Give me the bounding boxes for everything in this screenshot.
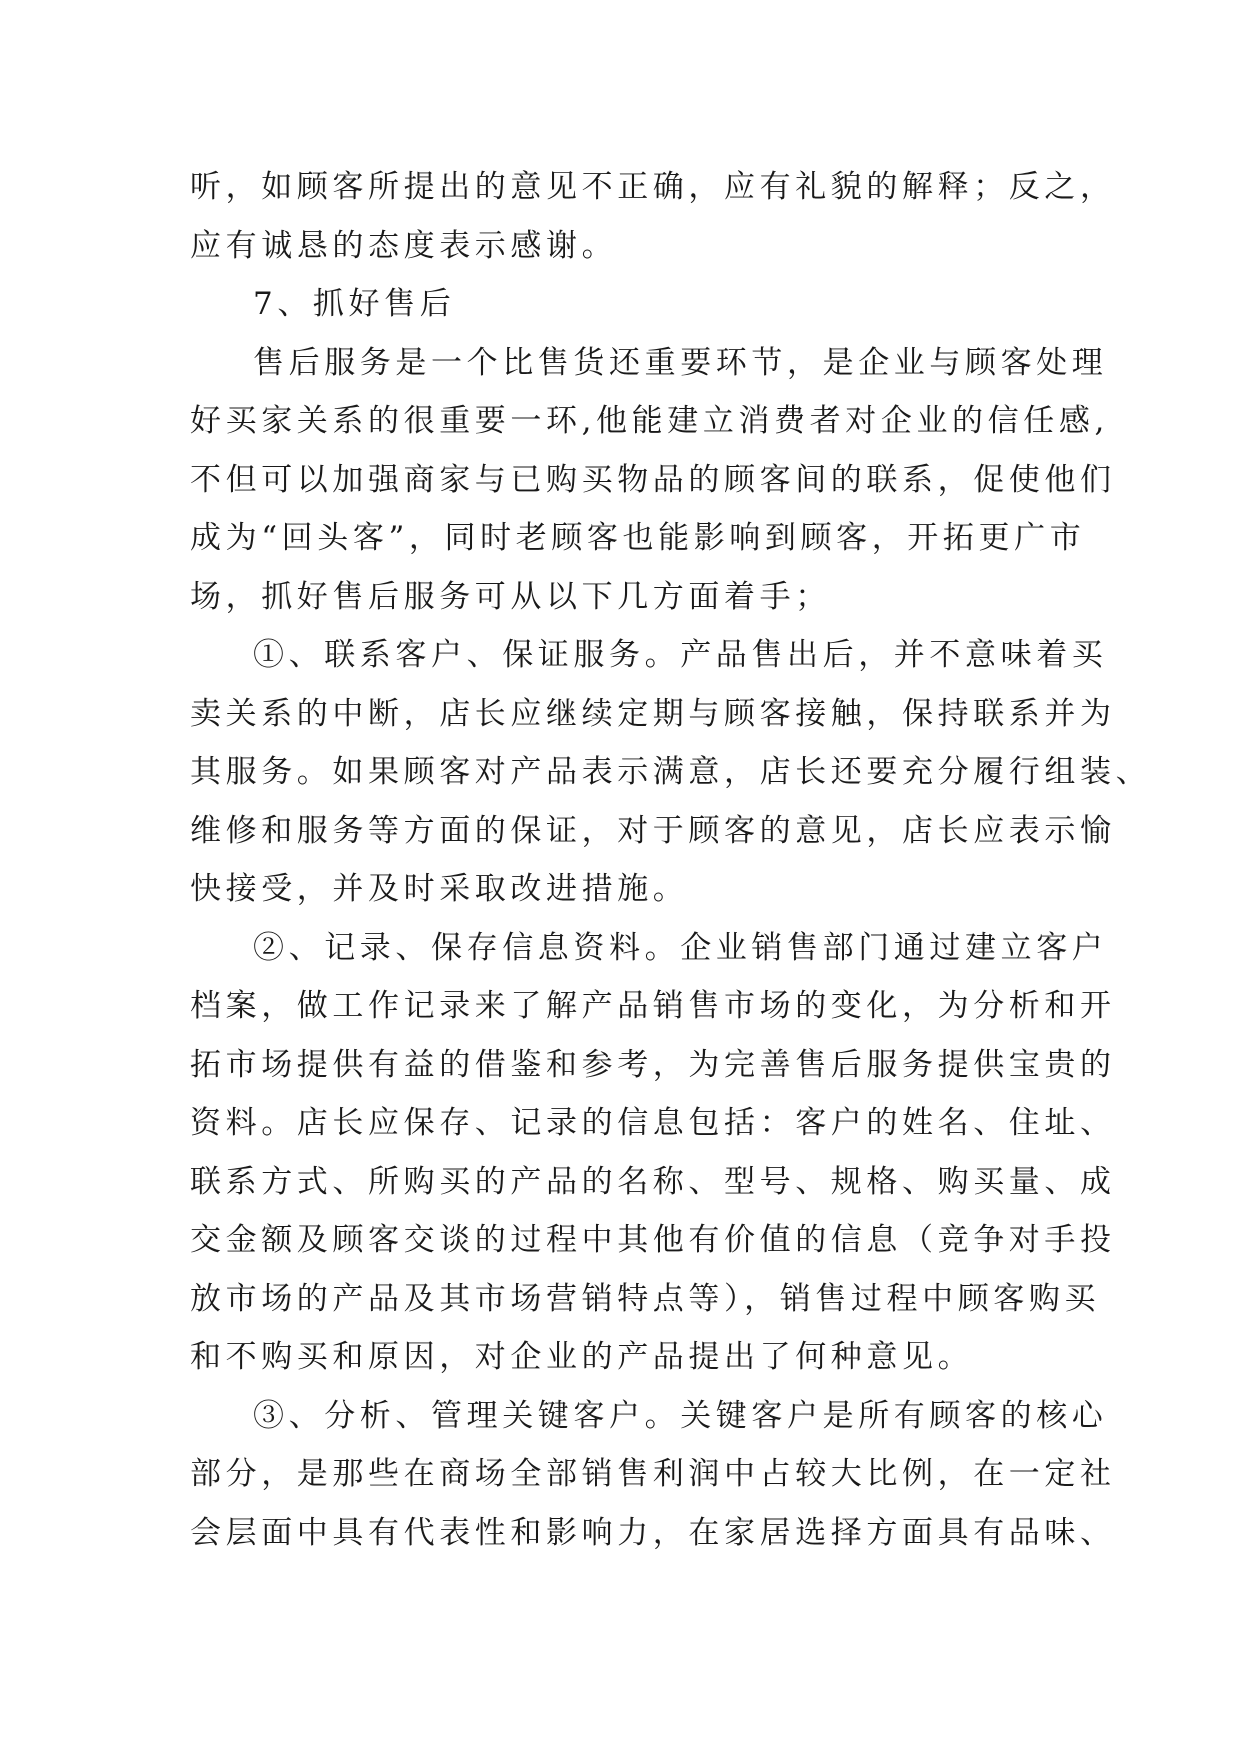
text-line: 卖关系的中断，店长应继续定期与顾客接触，保持联系并为 [190, 695, 1116, 732]
document-body [190, 158, 1152, 1562]
text-line: 不但可以加强商家与已购买物品的顾客间的联系，促使他们 [190, 461, 1116, 498]
text-line: 听，如顾客所提出的意见不正确，应有礼貌的解释；反之， [190, 169, 1116, 205]
text-line: 联系方式、所购买的产品的名称、型号、规格、购买量、成 [190, 1163, 1116, 1200]
text-line: 好买家关系的很重要一环,他能建立消费者对企业的信任感, [190, 403, 1109, 439]
text-line: 应有诚恳的态度表示感谢。 [190, 227, 618, 264]
text-line: 成为“回头客”，同时老顾客也能影响到顾客，开拓更广市 [190, 520, 1086, 556]
text-line: 快接受，并及时采取改进措施。 [190, 871, 689, 907]
section-heading: 7、抓好售后 [253, 286, 456, 322]
text-line: 放市场的产品及其市场营销特点等），销售过程中顾客购买 [190, 1280, 1101, 1317]
list-item-heading: ②、记录、保存信息资料。企业销售部门通过建立客户 [253, 929, 1108, 966]
text-line: 和不购买和原因，对企业的产品提出了何种意见。 [190, 1339, 974, 1375]
list-item-heading: ③、分析、管理关键客户。关键客户是所有顾客的核心 [253, 1397, 1108, 1434]
text-line: 会层面中具有代表性和影响力，在家居选择方面具有品味、 [190, 1514, 1116, 1551]
text-line: 售后服务是一个比售货还重要环节，是企业与顾客处理 [253, 344, 1108, 381]
text-line: 维修和服务等方面的保证，对于顾客的意见，店长应表示愉 [190, 812, 1116, 849]
text-line: 场，抓好售后服务可从以下几方面着手； [190, 578, 831, 615]
text-line: 部分，是那些在商场全部销售利润中占较大比例，在一定社 [190, 1456, 1116, 1492]
text-line: 其服务。如果顾客对产品表示满意，店长还要充分履行组装、 [190, 754, 1152, 790]
text-line: 拓市场提供有益的借鉴和参考，为完善售后服务提供宝贵的 [190, 1046, 1116, 1083]
list-item-heading: ①、联系客户、保证服务。产品售出后，并不意味着买 [253, 637, 1108, 673]
text-line: 档案，做工作记录来了解产品销售市场的变化，为分析和开 [190, 988, 1116, 1024]
text-line: 资料。店长应保存、记录的信息包括：客户的姓名、住址、 [190, 1105, 1116, 1141]
text-line: 交金额及顾客交谈的过程中其他有价值的信息（竞争对手投 [190, 1222, 1116, 1258]
